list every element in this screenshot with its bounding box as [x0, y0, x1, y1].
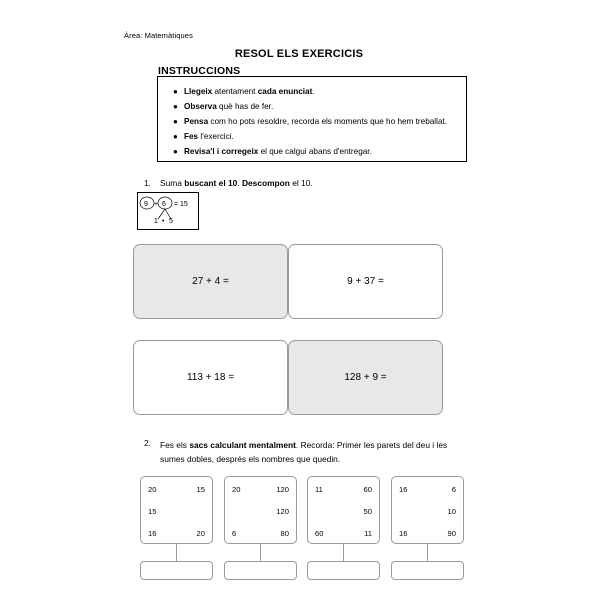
bullet-icon: ● [173, 87, 178, 96]
sac-cell-bottom-left: 6 [232, 529, 237, 538]
bullet-icon: ● [173, 132, 178, 141]
exercise-1-prompt [160, 178, 313, 188]
example-plus-sign: + [154, 201, 159, 208]
sac-cell-mid-right: 50 [363, 507, 372, 516]
exercise-2-number: 2. [144, 438, 151, 448]
sac-cell-top-right: 6 [451, 485, 456, 494]
sum-answer-box-2[interactable] [288, 244, 443, 319]
instruction-bold: Pensa [184, 117, 209, 126]
instruction-bold: Revisa'l i corregeix [184, 147, 259, 156]
sac-cell-top-right: 120 [276, 485, 289, 494]
sum-answer-box-1[interactable] [133, 244, 288, 319]
page-title: RESOL ELS EXERCICIS [234, 48, 364, 60]
sac-group-3 [307, 476, 380, 544]
instruction-rest: què has de fer. [216, 102, 274, 111]
example-result: = 15 [174, 201, 188, 208]
prompt-mid: . [237, 178, 242, 188]
instruction-item [173, 99, 466, 114]
sac-stem [176, 544, 177, 561]
instruction-bold: Fes [184, 132, 199, 141]
instruction-rest: atentament [212, 87, 258, 96]
sac-stem [260, 544, 261, 561]
sac-cell-bottom-right: 11 [364, 529, 372, 538]
sac-answer-box[interactable] [391, 561, 464, 580]
area-line: Àrea: Matemàtiques [124, 31, 193, 40]
instruction-item [173, 114, 466, 129]
bullet-icon: ● [173, 117, 178, 126]
sac-cell-mid-right: 10 [447, 507, 456, 516]
sac-answer-box[interactable] [307, 561, 380, 580]
sac-grid [224, 476, 297, 544]
sac-answer-box[interactable] [224, 561, 297, 580]
instruction-bold: Llegeix [184, 87, 213, 96]
sac-grid [140, 476, 213, 544]
sac-group-4 [391, 476, 464, 544]
sac-cell-top-left: 20 [148, 485, 157, 494]
instruction-rest: l'exercici. [198, 132, 234, 141]
sum-answer-box-3[interactable] [133, 340, 288, 415]
prompt-bold-2: Descompon [241, 178, 290, 188]
sum-answer-box-4[interactable] [288, 340, 443, 415]
example-split-right: 5 [169, 218, 173, 225]
prompt-post: . Recorda: Primer les parets del deu i les sumes dobles, després els nombres que quedin. [160, 440, 448, 464]
instruction-rest-2: . [312, 87, 315, 96]
sum-label: 27 + 4 = [192, 276, 229, 287]
sum-label: 113 + 18 = [186, 372, 235, 383]
example-split-dot: • [162, 218, 165, 225]
instruction-bold-2: cada enunciat [257, 87, 313, 96]
sac-grid [391, 476, 464, 544]
sac-stem [343, 544, 344, 561]
decomposition-diagram [138, 193, 198, 229]
sac-cell-bottom-left: 60 [315, 529, 324, 538]
sac-cell-bottom-left: 16 [148, 529, 157, 538]
decomposition-example [137, 192, 199, 230]
instruction-rest: el que calgui abans d'entregar. [258, 147, 372, 156]
instruction-bold: Observa [184, 102, 217, 111]
sac-cell-mid-left: 15 [148, 507, 157, 516]
exercise-2-prompt [160, 438, 470, 466]
exercise-1-number: 1. [144, 178, 151, 188]
example-split-left: 1 [154, 218, 158, 225]
sac-cell-bottom-left: 16 [399, 529, 408, 538]
sac-cell-top-right: 60 [363, 485, 372, 494]
instruction-rest: com ho pots resoldre, recorda els moments que ho hem treballat. [208, 117, 448, 126]
sac-cell-bottom-right: 20 [196, 529, 205, 538]
sac-cell-mid-right: 120 [276, 507, 289, 516]
instructions-heading: INSTRUCCIONS [158, 65, 241, 77]
sac-cell-bottom-right: 90 [447, 529, 456, 538]
prompt-bold: buscant el 10 [184, 178, 238, 188]
sac-group-1 [140, 476, 213, 544]
sum-label: 9 + 37 = [347, 276, 384, 287]
instructions-box [157, 76, 467, 162]
sac-cell-top-left: 16 [399, 485, 408, 494]
sac-cell-bottom-right: 80 [280, 529, 289, 538]
sac-grid [307, 476, 380, 544]
example-addend-b: 6 [162, 201, 166, 208]
instruction-item [173, 129, 466, 144]
bullet-icon: ● [173, 102, 178, 111]
instructions-list [158, 77, 466, 159]
bullet-icon: ● [173, 147, 178, 156]
sac-cell-top-right: 15 [196, 485, 205, 494]
instruction-item [173, 144, 466, 159]
instruction-item [173, 84, 466, 99]
sac-group-2 [224, 476, 297, 544]
prompt-bold: sacs calculant mentalment [189, 440, 296, 450]
sum-label: 128 + 9 = [344, 372, 387, 383]
example-addend-a: 9 [144, 201, 148, 208]
sac-answer-box[interactable] [140, 561, 213, 580]
prompt-pre: Suma [160, 178, 185, 188]
sac-cell-top-left: 11 [315, 485, 323, 494]
sac-cell-top-left: 20 [232, 485, 241, 494]
sac-stem [427, 544, 428, 561]
prompt-pre: Fes els [160, 440, 190, 450]
prompt-post: el 10. [289, 178, 313, 188]
